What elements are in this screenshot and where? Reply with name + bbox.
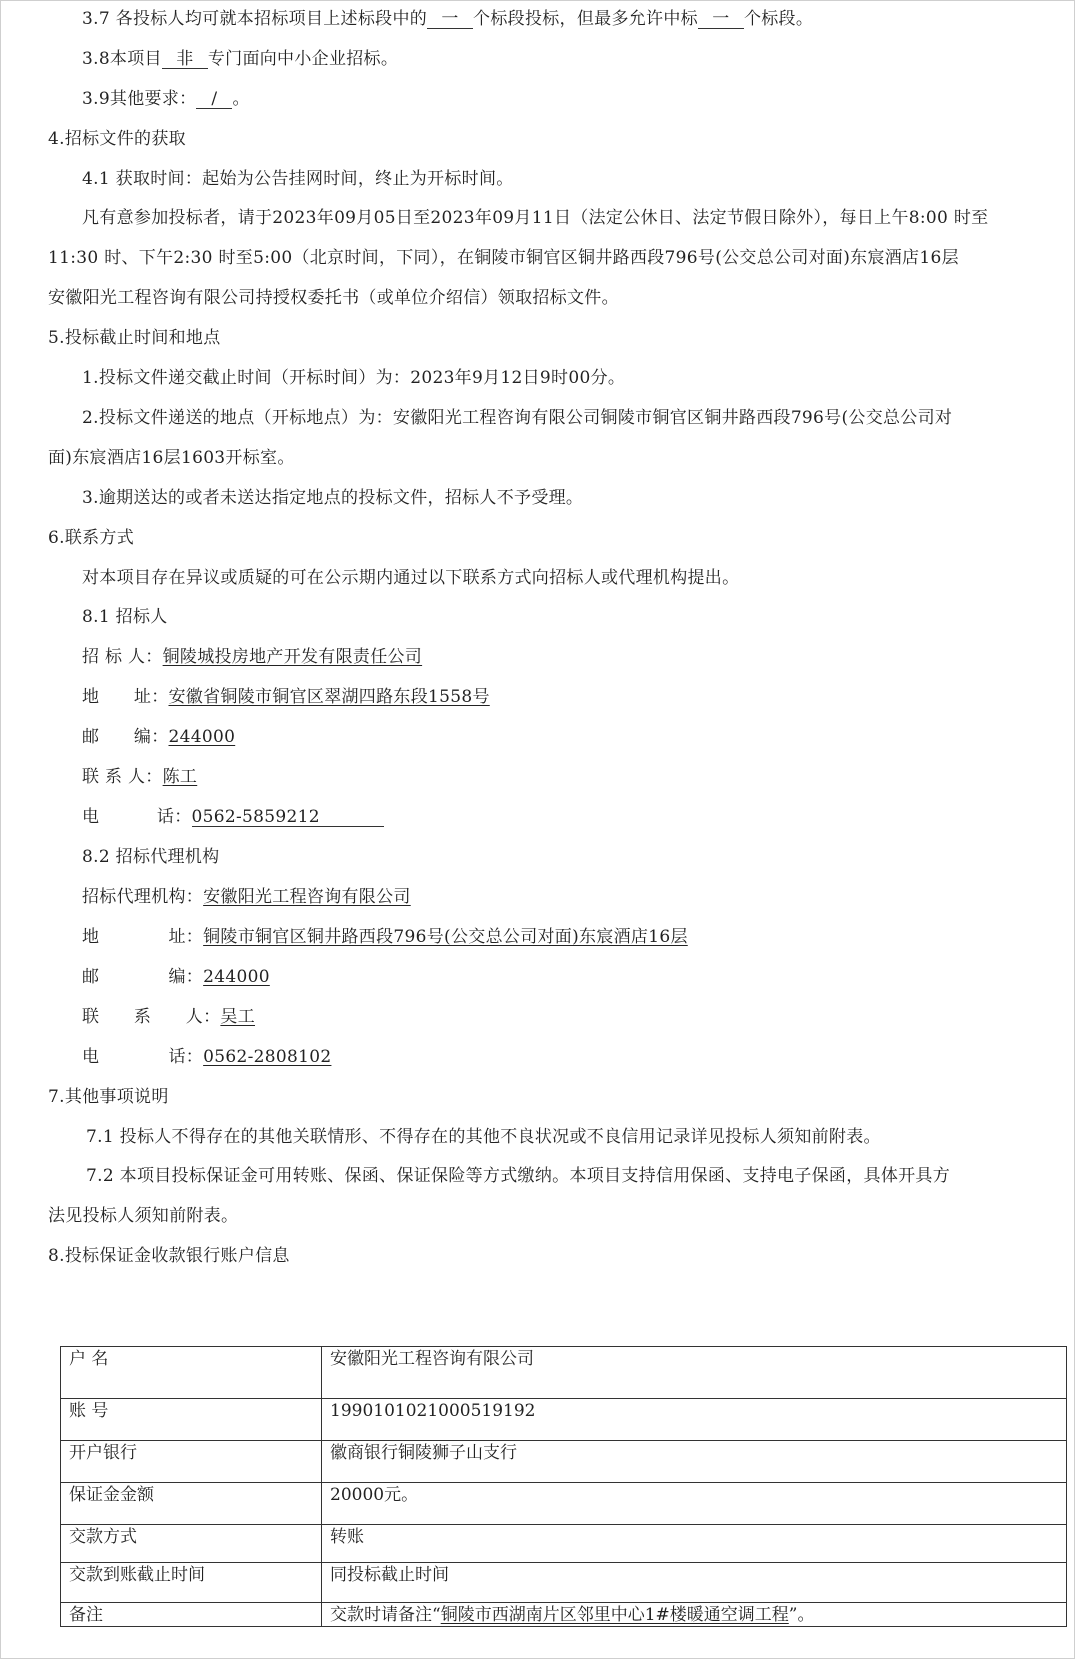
tenderer-zip: 244000	[168, 727, 236, 747]
sme-blank: 非	[162, 50, 208, 69]
clause-5-2-line2: 面)东宸酒店16层1603开标室。	[48, 448, 295, 468]
clause-7-2-line2: 法见投标人须知前附表。	[48, 1206, 239, 1226]
table-row	[61, 1483, 1067, 1525]
agency-contact: 吴工	[220, 1007, 256, 1027]
bank-account-table	[60, 1346, 1067, 1627]
account-value-cell: 20000元。	[322, 1483, 1067, 1525]
agency-heading: 8.2 招标代理机构	[82, 847, 220, 867]
clause-3-9-text: 3.9其他要求：	[82, 89, 197, 109]
note-suffix: ”。	[788, 1605, 815, 1625]
clause-7-2-line1: 7.2 本项目投标保证金可用转账、保函、保证保险等方式缴纳。本项目支持信用保函、支持电子保函，具体开具方	[86, 1166, 951, 1186]
section-6-heading: 6.联系方式	[48, 528, 135, 548]
contact-intro: 对本项目存在异议或质疑的可在公示期内通过以下联系方式向招标人或代理机构提出。	[82, 568, 740, 588]
agency-zip-label: 邮 编：	[82, 967, 204, 987]
clause-3-7-text: 3.7 各投标人均可就本招标项目上述标段中的	[82, 9, 428, 29]
account-note-key: 备注	[61, 1603, 322, 1627]
note-project-name: 铜陵市西湖南片区邻里中心1#楼暖通空调工程	[440, 1605, 789, 1625]
account-value-cell: 1990101021000519192	[322, 1399, 1067, 1441]
agency-name-label: 招标代理机构：	[82, 887, 204, 907]
tenderer-tel-label: 电 话：	[82, 807, 192, 827]
account-note-value	[322, 1603, 1067, 1627]
tenderer-contact-row	[82, 767, 197, 787]
agency-name: 安徽阳光工程咨询有限公司	[203, 887, 411, 907]
clause-3-8	[82, 49, 398, 69]
agency-name-row	[82, 887, 411, 907]
agency-address-row	[82, 927, 688, 947]
tenderer-tel-row	[82, 807, 384, 827]
section-7-heading: 7.其他事项说明	[48, 1087, 169, 1107]
account-value-cell: 同投标截止时间	[322, 1563, 1067, 1603]
clause-3-7-text-mid: 个标段投标，但最多允许中标	[473, 9, 698, 29]
tenderer-address: 安徽省铜陵市铜官区翠湖四路东段1558号	[168, 687, 490, 707]
agency-contact-label: 联 系 人：	[82, 1007, 221, 1027]
clause-3-8-text-end: 专门面向中小企业招标。	[207, 49, 399, 69]
table-row	[61, 1603, 1067, 1627]
tenderer-name-row	[82, 647, 422, 667]
tenderer-name-label: 招 标 人：	[82, 647, 163, 667]
table-row	[61, 1563, 1067, 1603]
tenderer-heading: 8.1 招标人	[82, 607, 168, 627]
clause-5-1: 1.投标文件递交截止时间（开标时间）为：2023年9月12日9时00分。	[82, 368, 626, 388]
agency-zip-row	[82, 967, 270, 987]
max-award-blank: 一	[698, 10, 744, 29]
account-value-cell: 转账	[322, 1525, 1067, 1563]
account-key-cell: 账 号	[61, 1399, 322, 1441]
tenderer-zip-row	[82, 727, 235, 747]
section-5-heading: 5.投标截止时间和地点	[48, 328, 221, 348]
tenderer-zip-label: 邮 编：	[82, 727, 169, 747]
tenderer-tel: 0562-5859212	[192, 808, 384, 827]
agency-tel-label: 电 话：	[82, 1047, 204, 1067]
table-row	[61, 1525, 1067, 1563]
section-4-heading: 4.招标文件的获取	[48, 129, 186, 149]
table-row	[61, 1441, 1067, 1483]
tenderer-address-label: 地 址：	[82, 687, 169, 707]
account-value-cell: 安徽阳光工程咨询有限公司	[322, 1347, 1067, 1399]
clause-3-7	[82, 9, 813, 29]
obtain-para-line1: 凡有意参加投标者，请于2023年09月05日至2023年09月11日（法定公休日、法定节假日除外），每日上午8:00 时至	[82, 208, 989, 228]
account-key-cell: 交款方式	[61, 1525, 322, 1563]
agency-zip: 244000	[203, 967, 270, 987]
table-row	[61, 1399, 1067, 1441]
agency-address: 铜陵市铜官区铜井路西段796号(公交总公司对面)东宸酒店16层	[203, 927, 688, 947]
agency-address-label: 地 址：	[82, 927, 204, 947]
clause-7-1: 7.1 投标人不得存在的其他关联情形、不得存在的其他不良状况或不良信用记录详见投标人须知前附表。	[86, 1127, 881, 1147]
tenderer-contact: 陈工	[162, 767, 198, 787]
section-8-heading: 8.投标保证金收款银行账户信息	[48, 1246, 290, 1266]
account-key-cell: 保证金金额	[61, 1483, 322, 1525]
tenderer-contact-label: 联 系 人：	[82, 767, 163, 787]
clause-3-7-text-end: 个标段。	[743, 9, 814, 29]
clause-3-9-text-end: 。	[232, 89, 250, 109]
account-key-cell: 交款到账截止时间	[61, 1563, 322, 1603]
clause-3-9	[82, 89, 250, 109]
account-key-cell: 开户银行	[61, 1441, 322, 1483]
section-count-blank: 一	[427, 10, 473, 29]
agency-tel: 0562-2808102	[203, 1047, 332, 1067]
agency-contact-row	[82, 1007, 255, 1027]
clause-3-8-text: 3.8本项目	[82, 49, 162, 69]
account-key-cell: 户 名	[61, 1347, 322, 1399]
account-value-cell: 徽商银行铜陵狮子山支行	[322, 1441, 1067, 1483]
obtain-para-line2: 11:30 时、下午2:30 时至5:00（北京时间，下同），在铜陵市铜官区铜井路西段796号(公交总公司对面)东宸酒店16层	[48, 248, 959, 268]
agency-tel-row	[82, 1047, 331, 1067]
other-req-blank: /	[196, 90, 232, 109]
note-prefix: 交款时请备注“	[330, 1605, 441, 1625]
clause-5-2-line1: 2.投标文件递送的地点（开标地点）为：安徽阳光工程咨询有限公司铜陵市铜官区铜井路西段796号(公交总公司对	[82, 408, 953, 428]
clause-5-3: 3.逾期送达的或者未送达指定地点的投标文件，招标人不予受理。	[82, 488, 584, 508]
tenderer-address-row	[82, 687, 490, 707]
obtain-para-line3: 安徽阳光工程咨询有限公司持授权委托书（或单位介绍信）领取招标文件。	[48, 288, 619, 308]
tenderer-name: 铜陵城投房地产开发有限责任公司	[162, 647, 423, 667]
clause-4-1: 4.1 获取时间：起始为公告挂网时间，终止为开标时间。	[82, 169, 514, 189]
table-row	[61, 1347, 1067, 1399]
